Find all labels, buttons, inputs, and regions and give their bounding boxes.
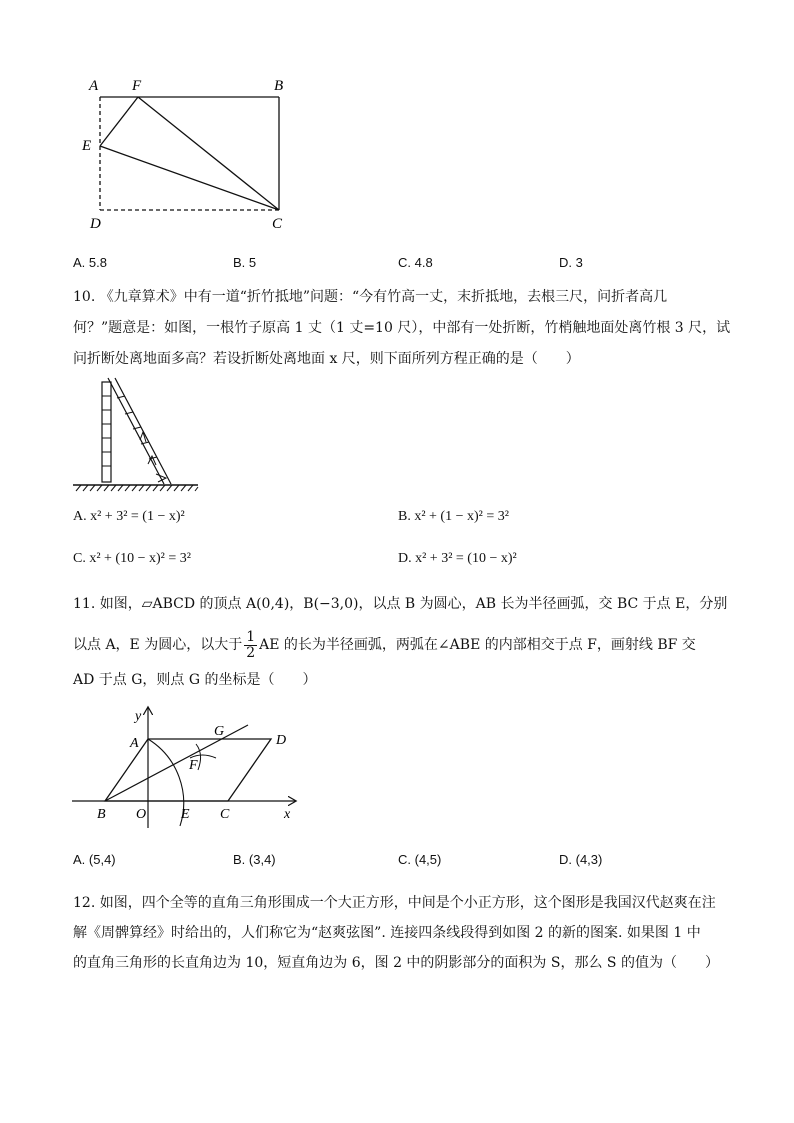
label-F: F — [189, 758, 198, 773]
label-B: B — [97, 807, 106, 822]
q12-line-3: 的直角三角形的长直角边为 10，短直角边为 6，图 2 中的阴影部分的面积为 S，那么 S 的值为（ ） — [73, 955, 719, 971]
label-E: E — [82, 138, 92, 154]
q9-option-a[interactable]: A. 5.8 — [73, 255, 107, 270]
q10-line-1: 10. 《九章算术》中有一道“折竹抵地”问题：“今有竹高一丈，末折抵地，去根三尺，问折者高几 — [73, 289, 668, 305]
q11-line-1: 11. 如图，▱ABCD 的顶点 A(0,4)，B(−3,0)，以点 B 为圆心，AB 长为半径画弧，交 BC 于点 E，分别 — [73, 596, 728, 612]
label-D: D — [90, 216, 101, 232]
label-A: A — [89, 78, 99, 94]
q10-option-b[interactable]: B. x² + (1 − x)² = 3² — [398, 509, 509, 524]
q10-line-3: 问折断处离地面多高？若设折断处离地面 x 尺，则下面所列方程正确的是（ ） — [73, 351, 580, 367]
label-G: G — [214, 724, 225, 739]
q10-line-2: 何？”题意是：如图，一根竹子原高 1 丈（1 丈=10 尺），中部有一处折断，竹梢触地面处离竹根 3 尺，试 — [73, 320, 731, 336]
ray-BF — [105, 725, 248, 801]
bamboo-standing — [102, 382, 111, 482]
rectangle-fold-figure — [70, 70, 300, 235]
label-A: A — [130, 736, 139, 751]
label-O: O — [136, 807, 147, 822]
label-C: C — [220, 807, 230, 822]
q11-line-2b: AE 的长为半径画弧，两弧在∠ABE 的内部相交于点 F，画射线 BF 交 — [259, 637, 696, 653]
label-B: B — [274, 78, 284, 94]
q11-option-d[interactable]: D. (4,3) — [559, 852, 603, 867]
q9-option-d[interactable]: D. 3 — [559, 255, 583, 270]
label-F: F — [132, 78, 142, 94]
segment-FC — [138, 97, 279, 210]
q9-option-b[interactable]: B. 5 — [233, 255, 257, 270]
label-x: x — [284, 807, 291, 822]
q11-option-c[interactable]: C. (4,5) — [398, 852, 442, 867]
label-y: y — [135, 709, 142, 724]
q11-line-2a: 以点 A，E 为圆心，以大于 — [73, 637, 243, 653]
q11-line-3: AD 于点 G，则点 G 的坐标是（ ） — [73, 672, 317, 688]
segment-EC — [100, 146, 279, 210]
arc-AE — [148, 739, 184, 826]
label-C: C — [272, 216, 283, 232]
q11-option-b[interactable]: B. (3,4) — [233, 852, 276, 867]
q12-line-2: 解《周髀算经》时给出的，人们称它为“赵爽弦图”. 连接四条线段得到如图 2 的新的图案. 如果图 1 中 — [73, 925, 701, 941]
q11-line-2 — [73, 628, 696, 662]
label-D: D — [276, 733, 287, 748]
q12-line-1: 12. 如图，四个全等的直角三角形围成一个大正方形，中间是个小正方形，这个图形是我国汉代赵爽在注 — [73, 895, 716, 911]
q11-option-a[interactable]: A. (5,4) — [73, 852, 116, 867]
q10-option-c[interactable]: C. x² + (10 − x)² = 3² — [73, 551, 191, 566]
bamboo-broken-left — [108, 378, 164, 484]
fraction-numerator: 1 — [246, 628, 256, 645]
fraction-one-half — [244, 630, 257, 661]
fraction-denominator: 2 — [246, 644, 256, 661]
parallelogram-figure — [68, 700, 308, 830]
label-E: E — [181, 807, 190, 822]
segment-EF — [100, 97, 138, 146]
q10-option-d[interactable]: D. x² + 3² = (10 − x)² — [398, 551, 517, 566]
bamboo-figure — [70, 372, 205, 497]
q10-option-a[interactable]: A. x² + 3² = (1 − x)² — [73, 509, 185, 524]
q9-option-c[interactable]: C. 4.8 — [398, 255, 433, 270]
